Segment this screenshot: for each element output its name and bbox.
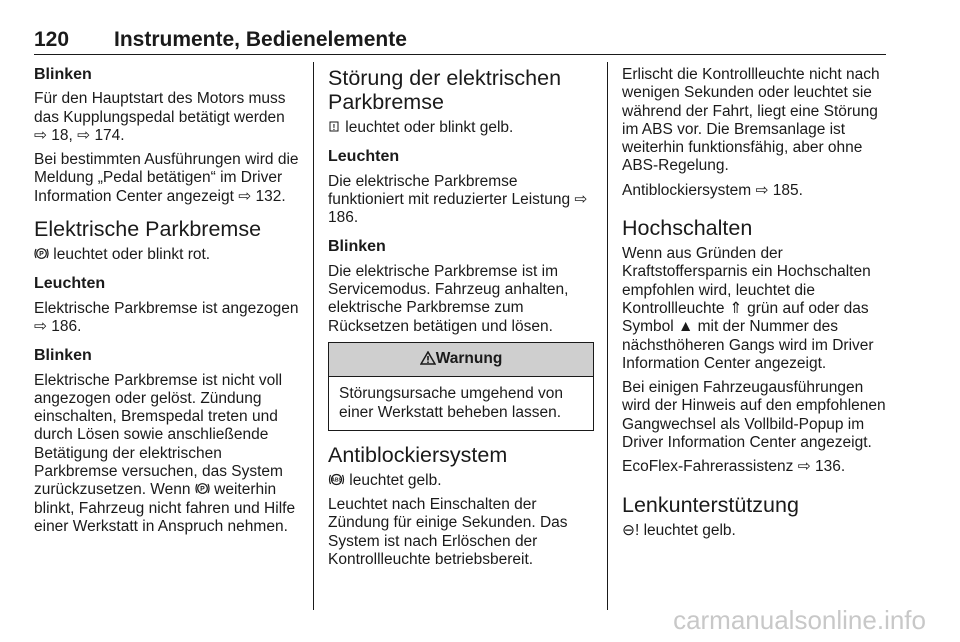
paragraph: Die elektrische Parkbremse funktioniert mit reduzierter Leistung ⇨ 186. xyxy=(328,172,588,227)
paragraph: Die elektrische Parkbremse ist im Servicemodus. Fahrzeug anhalten, elektrische Parkbremse zum Rücksetzen betätigen und lösen. xyxy=(328,262,569,335)
parking-brake-fault-icon-mark: ! xyxy=(332,123,336,132)
paragraph xyxy=(622,245,888,373)
warning-triangle-icon xyxy=(420,351,436,365)
steering-assist-icon: ⊖! xyxy=(622,521,640,539)
column-divider xyxy=(313,62,314,610)
section-heading: Blinken xyxy=(328,238,386,256)
warning-title: Warnung xyxy=(435,349,503,367)
paragraph: Bei bestimmten Ausführungen wird die Meldung „Pedal betätigen“ im Driver Information Center angezeigt ⇨ 132. xyxy=(34,151,299,205)
paragraph-text: Wenn aus Gründen der Kraftstoffersparnis ein Hochschalten empfohlen wird, leuchtet die Kontrollleuchte xyxy=(622,245,871,317)
paragraph: Leuchtet nach Einschalten der Zündung für einige Sekunden. Das System ist nach Erlöschen der Kontrollleuchte betriebsbereit. xyxy=(328,496,568,569)
section-heading: Blinken xyxy=(34,66,92,83)
parking-brake-fault-icon xyxy=(328,120,341,133)
section-heading: Leuchten xyxy=(34,275,106,293)
warning-header xyxy=(329,343,593,377)
paragraph: Antiblockiersystem ⇨ 185. xyxy=(622,181,803,199)
paragraph-text: leuchtet gelb. xyxy=(345,471,442,489)
page-header xyxy=(34,28,886,55)
paragraph-text: weiterhin blinkt, Fahrzeug nicht fahren und Hilfe einer Werkstatt in Anspruch nehmen. xyxy=(34,481,296,535)
paragraph: Für den Hauptstart des Motors muss das Kupplungspedal betätigt werden ⇨ 18, ⇨ 174. xyxy=(34,90,286,144)
paragraph-text: leuchtet oder blinkt gelb. xyxy=(341,119,514,136)
section-heading: Blinken xyxy=(34,347,92,365)
section-heading: Leuchten xyxy=(328,148,400,166)
page-number: 120 xyxy=(34,28,70,51)
paragraph-text: Elektrische Parkbremse ist nicht voll angezogen oder gelöst. Zündung einschalten, Bremspedal treten und durch Lösen sowie anschließende Betätigung der elektrischen Parkbremse versuchen, das System zurückzusetzen. Wenn xyxy=(34,371,283,499)
page-title: Instrumente, Bedienelemente xyxy=(114,28,407,51)
paragraph: Elektrische Parkbremse ist angezogen ⇨ 186. xyxy=(34,299,299,335)
warning-box xyxy=(328,342,594,431)
column-divider xyxy=(607,62,608,610)
parking-brake-icon xyxy=(34,247,49,260)
paragraph: Bei einigen Fahrzeugausführungen wird der Hinweis auf den empfohlenen Gangwechsel als Vollbild-Popup im Driver Information Center angezeigt. xyxy=(622,379,886,452)
parking-brake-icon-letter: P xyxy=(39,251,44,259)
paragraph: EcoFlex-Fahrerassistenz ⇨ 136. xyxy=(622,458,846,476)
abs-icon-label: ABS xyxy=(331,477,342,484)
paragraph xyxy=(34,372,300,537)
column-2 xyxy=(328,66,594,575)
paragraph xyxy=(328,472,594,490)
section-heading: Elektrische Parkbremse xyxy=(34,217,262,242)
watermark: carmanualsonline.info xyxy=(673,605,926,635)
paragraph-text: grün auf oder das Symbol ▲ mit der Nummer des nächsthöheren Gangs wird im Driver Information Center angezeigt. xyxy=(622,299,874,372)
column-3 xyxy=(622,66,888,546)
column-1 xyxy=(34,66,300,542)
paragraph-text: leuchtet oder blinkt rot. xyxy=(49,246,211,264)
paragraph xyxy=(34,246,300,264)
section-heading: Störung der elektrischen Parkbremse xyxy=(328,66,562,114)
upshift-icon: ⇑ xyxy=(729,299,743,317)
paragraph xyxy=(328,119,594,137)
paragraph: Erlischt die Kontrollleuchte nicht nach wenigen Sekunden oder leuchtet sie während der Fahrt, liegt eine Störung im ABS vor. Die Bremsanlage ist weiterhin funktionsfähig, aber ohne ABS-Regelung. xyxy=(622,66,880,175)
abs-icon xyxy=(328,473,345,486)
paragraph-text: leuchtet gelb. xyxy=(639,521,736,539)
warning-text: Störungsursache umgehend von einer Werkstatt beheben lassen. xyxy=(339,385,564,421)
parking-brake-icon xyxy=(195,482,210,495)
parking-brake-icon-letter: P xyxy=(199,486,205,494)
section-heading: Hochschalten xyxy=(622,216,753,241)
paragraph xyxy=(622,522,888,540)
section-heading: Lenkunterstützung xyxy=(622,492,799,517)
section-heading: Antiblockiersystem xyxy=(328,442,508,467)
